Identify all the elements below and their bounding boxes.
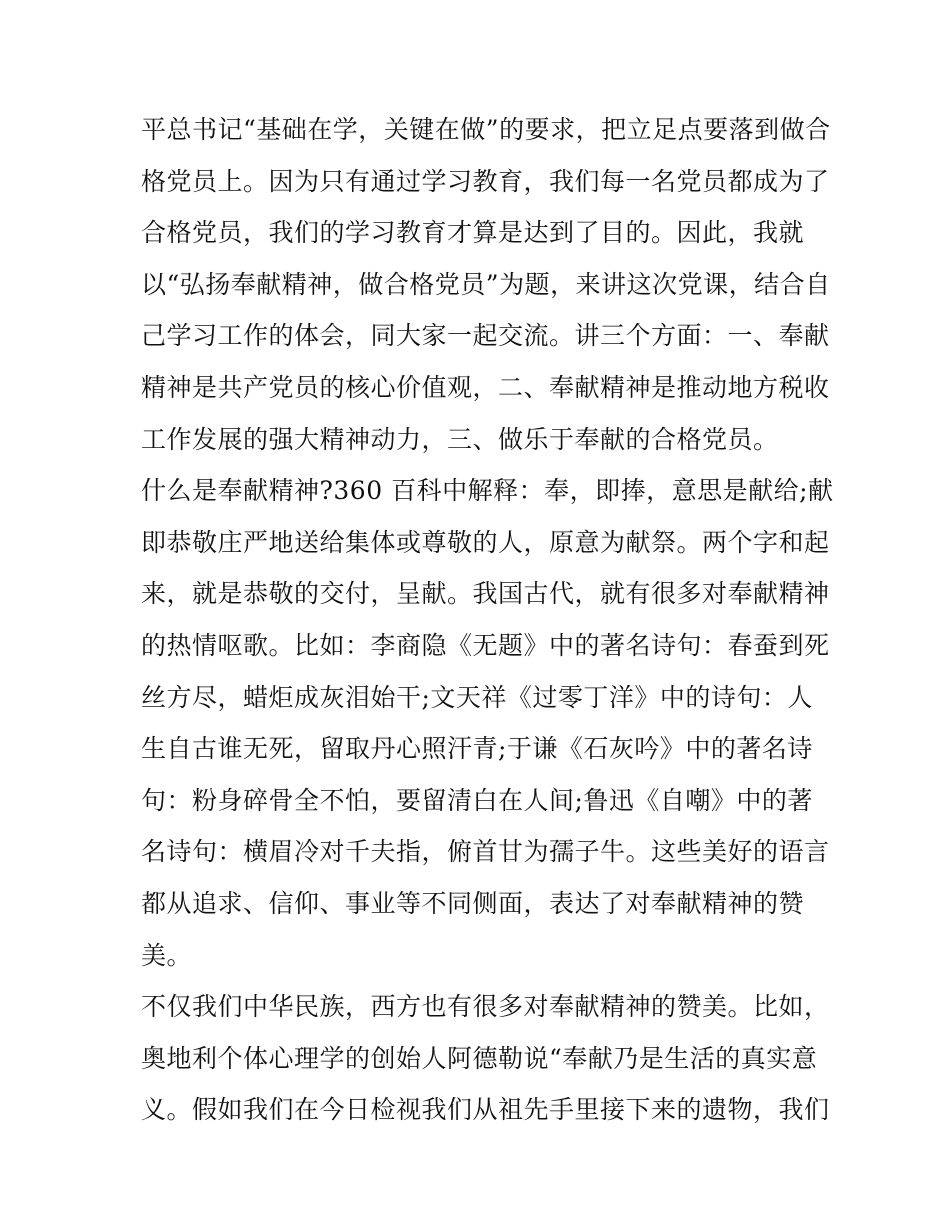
text-line: 工作发展的强大精神动力，三、做乐于奉献的合格党员。 <box>141 424 779 454</box>
text-line: 不仅我们中华民族，西方也有很多对奉献精神的赞美。比如， <box>141 992 830 1022</box>
text-line: 奥地利个体心理学的创始人阿德勒说“奉献乃是生活的真实意 <box>141 1043 818 1073</box>
text-line: 己学习工作的体会，同大家一起交流。讲三个方面：一、奉献 <box>141 321 830 351</box>
text-line: 义。假如我们在今日检视我们从祖先手里接下来的遗物，我们 <box>141 1095 830 1125</box>
text-line: 的热情呕歌。比如：李商隐《无题》中的著名诗句：春蚕到死 <box>141 630 830 660</box>
text-line: 生自古谁无死，留取丹心照汗青;于谦《石灰吟》中的著名诗 <box>141 734 813 764</box>
text-line: 丝方尽，蜡炬成灰泪始干;文天祥《过零丁洋》中的诗句：人 <box>141 682 813 712</box>
text-line: 什么是奉献精神?360 百科中解释：奉，即捧，意思是献给;献 <box>141 476 834 506</box>
text-line: 名诗句：横眉冷对千夫指，俯首甘为孺子牛。这些美好的语言 <box>141 837 830 867</box>
text-line: 合格党员，我们的学习教育才算是达到了目的。因此，我就 <box>141 218 805 248</box>
text-line: 即恭敬庄严地送给集体或尊敬的人，原意为献祭。两个字和起 <box>141 527 830 557</box>
text-line: 句：粉身碎骨全不怕，要留清白在人间;鲁迅《自嘲》中的著 <box>141 785 813 815</box>
text-line: 美。 <box>141 940 193 970</box>
text-line: 来，就是恭敬的交付，呈献。我国古代，就有很多对奉献精神 <box>141 579 830 609</box>
text-line: 都从追求、信仰、事业等不同侧面，表达了对奉献精神的赞 <box>141 888 805 918</box>
text-line: 平总书记“基础在学，关键在做”的要求，把立足点要落到做合 <box>141 115 831 144</box>
text-line: 以“弘扬奉献精神，做合格党员”为题，来讲这次党课，结合自 <box>141 269 831 299</box>
document-body <box>141 104 834 1136</box>
text-line: 精神是共产党员的核心价值观，二、奉献精神是推动地方税收 <box>141 372 830 402</box>
text-line: 格党员上。因为只有通过学习教育，我们每一名党员都成为了 <box>141 166 830 196</box>
